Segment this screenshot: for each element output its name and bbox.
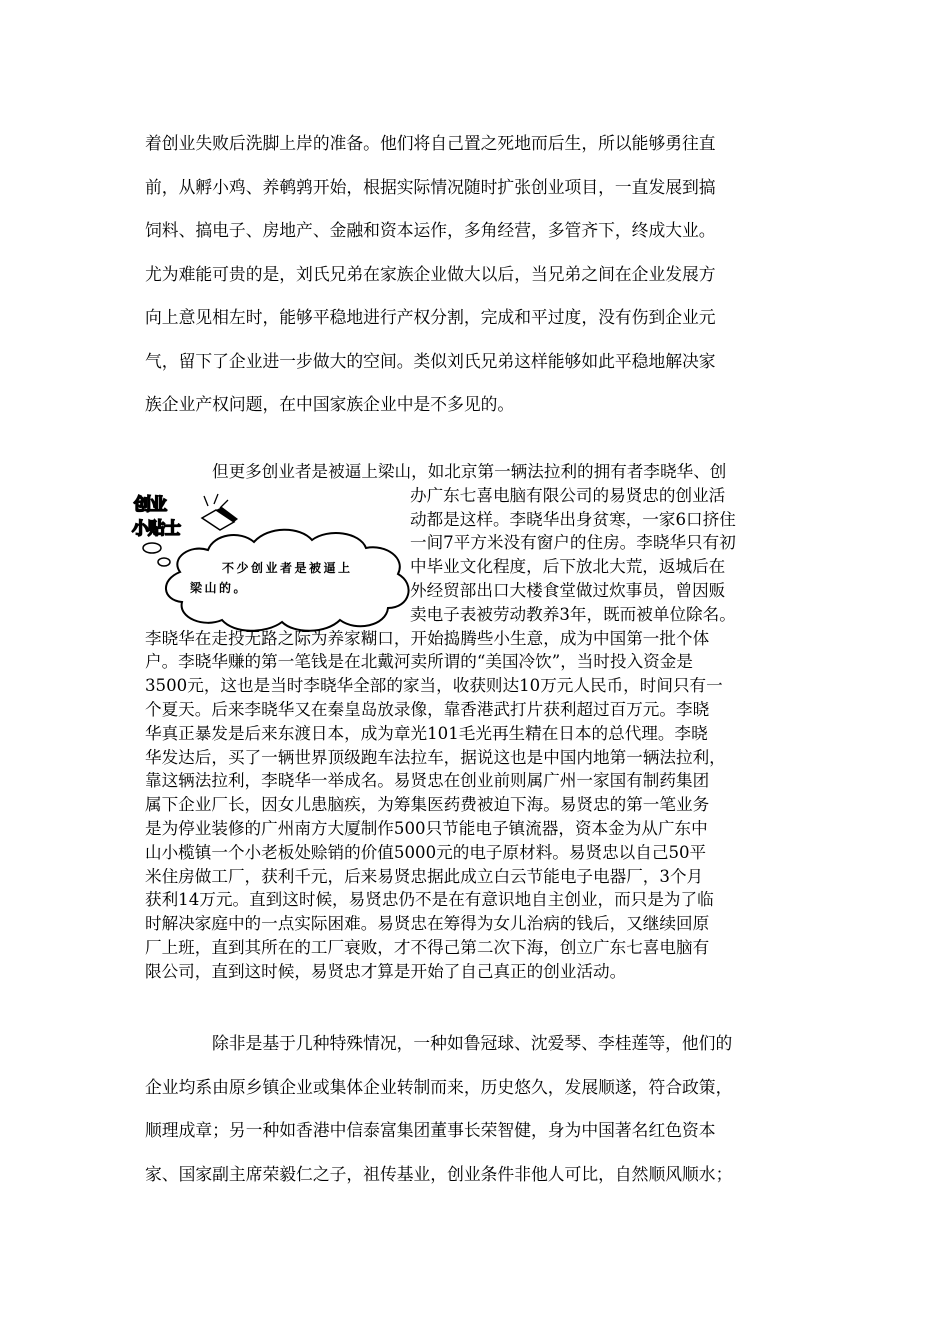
text-line: 除非是基于几种特殊情况，一种如鲁冠球、沈爱琴、李桂莲等，他们的 [212, 1033, 733, 1053]
text-line: 气，留下了企业进一步做大的空间。类似刘氏兄弟这样能够如此平稳地解决家 [145, 350, 716, 371]
text-line: 饲料、搞电子、房地产、金融和资本运作，多角经营，多管齐下，终成大业。 [145, 220, 716, 240]
text-line: 中毕业文化程度，后下放北大荒，返城后在 [410, 557, 726, 577]
text-line: 户。李晓华赚的第一笔钱是在北戴河卖所谓的“美国冷饮”，当时投入资金是 [145, 652, 693, 672]
text-line: 华发达后，买了一辆世界顶级跑车法拉车，据说这也是中国内地第一辆法拉利， [145, 747, 726, 767]
paragraph-3 [145, 1022, 805, 1196]
paragraph-1 [145, 122, 805, 427]
text-line: 卖电子表被劳动教养3年，既而被单位除名。 [410, 604, 736, 624]
text-line: 华真正暴发是后来东渡日本，成为章光101毛光再生精在日本的总代理。李晓 [145, 723, 708, 743]
svg-text:小贴士: 小贴士 [132, 519, 180, 539]
text-line: 是为停业装修的广州南方大厦制作500只节能电子镇流器，资本金为从广东中 [145, 818, 708, 838]
text-line: 顺理成章；另一种如香港中信泰富集团董事长荣智健，身为中国著名红色资本 [145, 1120, 716, 1140]
text-line: 向上意见相左时，能够平稳地进行产权分割，完成和平过度，没有伤到企业元 [145, 307, 716, 327]
text-line: 办广东七喜电脑有限公司的易贤忠的创业活 [410, 485, 726, 505]
text-line: 但更多创业者是被逼上梁山，如北京第一辆法拉利的拥有者李晓华、创 [212, 462, 727, 481]
text-line: 时解决家庭中的一点实际困难。易贤忠在筹得为女儿治病的钱后，又继续回原 [145, 914, 710, 934]
text-line: 着创业失败后洗脚上岸的准备。他们将自己置之死地而后生，所以能够勇往直 [145, 133, 716, 153]
svg-text:创业: 创业 [134, 495, 166, 515]
tip-text-line-1: 不少创业者是被逼上 [222, 561, 353, 575]
text-line: 企业均系由原乡镇企业或集体企业转制而来，历史悠久，发展顺遂，符合政策， [145, 1076, 733, 1097]
text-line: 李晓华在走投无路之际为养家糊口，开始捣腾些小生意，成为中国第一批个体 [145, 628, 710, 648]
text-line: 山小榄镇一个小老板处赊销的价值5000元的电子原材料。易贤忠以自己50平 [145, 842, 707, 862]
text-line: 3500元，这也是当时李晓华全部的家当，收获则达10万元人民币，时间只有一 [145, 676, 723, 696]
text-line: 个夏天。后来李晓华又在秦皇岛放录像，靠香港武打片获利超过百万元。李晓 [145, 699, 710, 719]
text-line: 限公司，直到这时候，易贤忠才算是开始了自己真正的创业活动。 [145, 961, 627, 981]
text-line: 族企业产权问题，在中国家族企业中是不多见的。 [145, 394, 515, 414]
text-line: 米住房做工厂，获利千元，后来易贤忠据此成立白云节能电子电器厂，3个月 [145, 866, 704, 886]
text-line: 前，从孵小鸡、养鹌鹑开始，根据实际情况随时扩张创业项目，一直发展到搞 [145, 176, 716, 197]
text-line: 靠这辆法拉利，李晓华一举成名。易贤忠在创业前则属广州一家国有制药集团 [145, 771, 710, 791]
text-line: 属下企业厂长，因女儿患脑疾，为筹集医药费被迫下海。易贤忠的第一笔业务 [145, 795, 710, 815]
tip-text-line-2: 梁山的。 [190, 581, 249, 595]
text-line: 动都是这样。李晓华出身贫寒，一家6口挤住 [410, 509, 736, 529]
text-line: 厂上班，直到其所在的工厂衰败，才不得己第二次下海，创立广东七喜电脑有 [145, 937, 710, 957]
text-line: 获利14万元。直到这时候，易贤忠仍不是在有意识地自主创业，而只是为了临 [145, 890, 714, 910]
paragraph-2 [145, 460, 805, 984]
text-line: 尤为难能可贵的是，刘氏兄弟在家族企业做大以后，当兄弟之间在企业发展方 [145, 263, 716, 284]
text-line: 外经贸部出口大楼食堂做过炊事员，曾因贩 [410, 580, 726, 600]
text-line: 一间7平方米没有窗户的住房。李晓华只有初 [410, 533, 736, 553]
text-line: 家、国家副主席荣毅仁之子，祖传基业，创业条件非他人可比，自然顺风顺水； [145, 1163, 733, 1184]
